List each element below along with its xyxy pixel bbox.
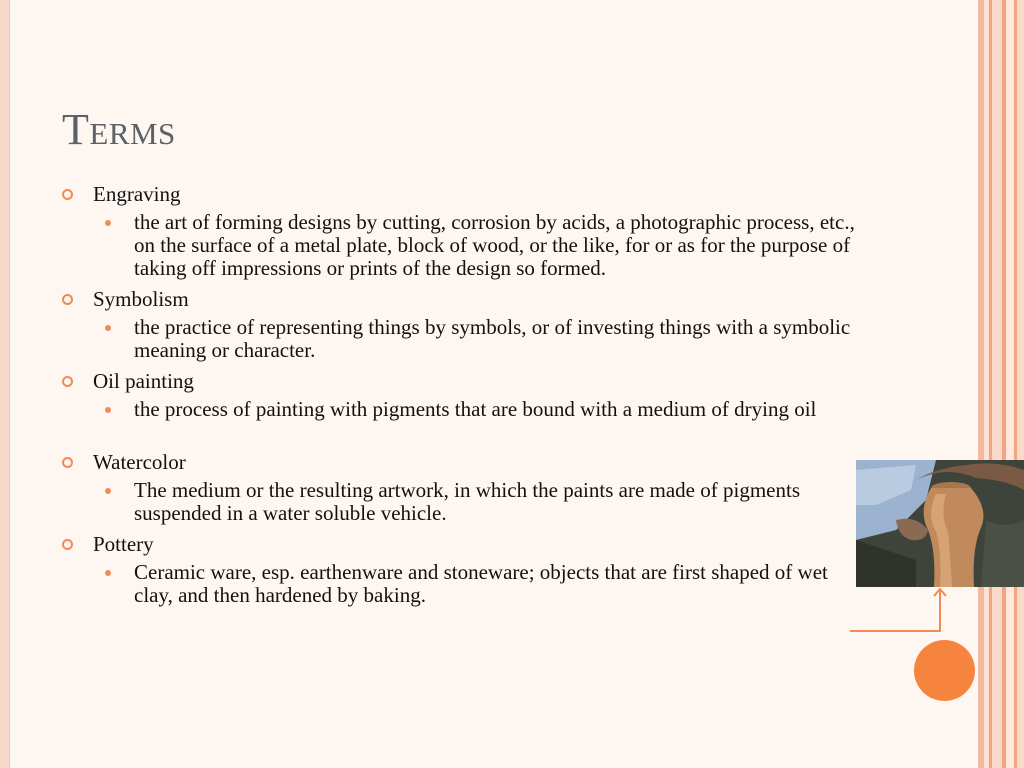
ring-bullet-icon <box>62 294 73 305</box>
term-item-watercolor <box>62 449 862 475</box>
slide-title: Terms <box>62 105 176 154</box>
connector-arrow-icon <box>850 586 950 636</box>
term-item-pottery <box>62 531 862 557</box>
ring-bullet-icon <box>62 457 73 468</box>
ring-bullet-icon <box>62 539 73 550</box>
pottery-wheel-photo <box>856 460 1024 587</box>
right-stripe <box>992 0 1002 768</box>
spacer <box>62 427 862 449</box>
term-label: Engraving <box>93 182 181 206</box>
ring-bullet-icon <box>62 189 73 200</box>
definition-pottery <box>62 561 854 607</box>
term-label: Symbolism <box>93 287 189 311</box>
definition-text: The medium or the resulting artwork, in which the paints are made of pigments suspended in a water soluble vehicle. <box>134 478 800 525</box>
dot-bullet-icon <box>105 407 111 413</box>
definition-watercolor <box>62 479 834 525</box>
dot-bullet-icon <box>105 488 111 494</box>
definition-text: the art of forming designs by cutting, corrosion by acids, a photographic process, etc., on the surface of a metal plate, block of wood, or the like, for or as for the purpose of taking off impressions or prints of the design so formed. <box>134 210 855 280</box>
terms-list <box>62 181 862 613</box>
term-item-engraving <box>62 181 862 207</box>
dot-bullet-icon <box>105 325 111 331</box>
term-item-oil-painting <box>62 368 862 394</box>
decorative-circle <box>914 640 975 701</box>
definition-text: the practice of representing things by symbols, or of investing things with a symbolic meaning or character. <box>134 315 851 362</box>
definition-oil-painting <box>62 398 824 421</box>
term-label: Watercolor <box>93 450 186 474</box>
definition-symbolism <box>62 316 874 362</box>
term-label: Oil painting <box>93 369 194 393</box>
ring-bullet-icon <box>62 376 73 387</box>
definition-engraving <box>62 211 874 280</box>
right-stripe <box>1017 0 1024 768</box>
left-border <box>0 0 10 768</box>
definition-text: the process of painting with pigments that are bound with a medium of drying oil <box>134 397 817 421</box>
dot-bullet-icon <box>105 570 111 576</box>
right-stripe <box>1006 0 1014 768</box>
term-item-symbolism <box>62 286 862 312</box>
dot-bullet-icon <box>105 220 111 226</box>
definition-text: Ceramic ware, esp. earthenware and stoneware; objects that are first shaped of wet clay, and then hardened by baking. <box>134 560 828 607</box>
pottery-illustration <box>856 460 1024 587</box>
term-label: Pottery <box>93 532 154 556</box>
